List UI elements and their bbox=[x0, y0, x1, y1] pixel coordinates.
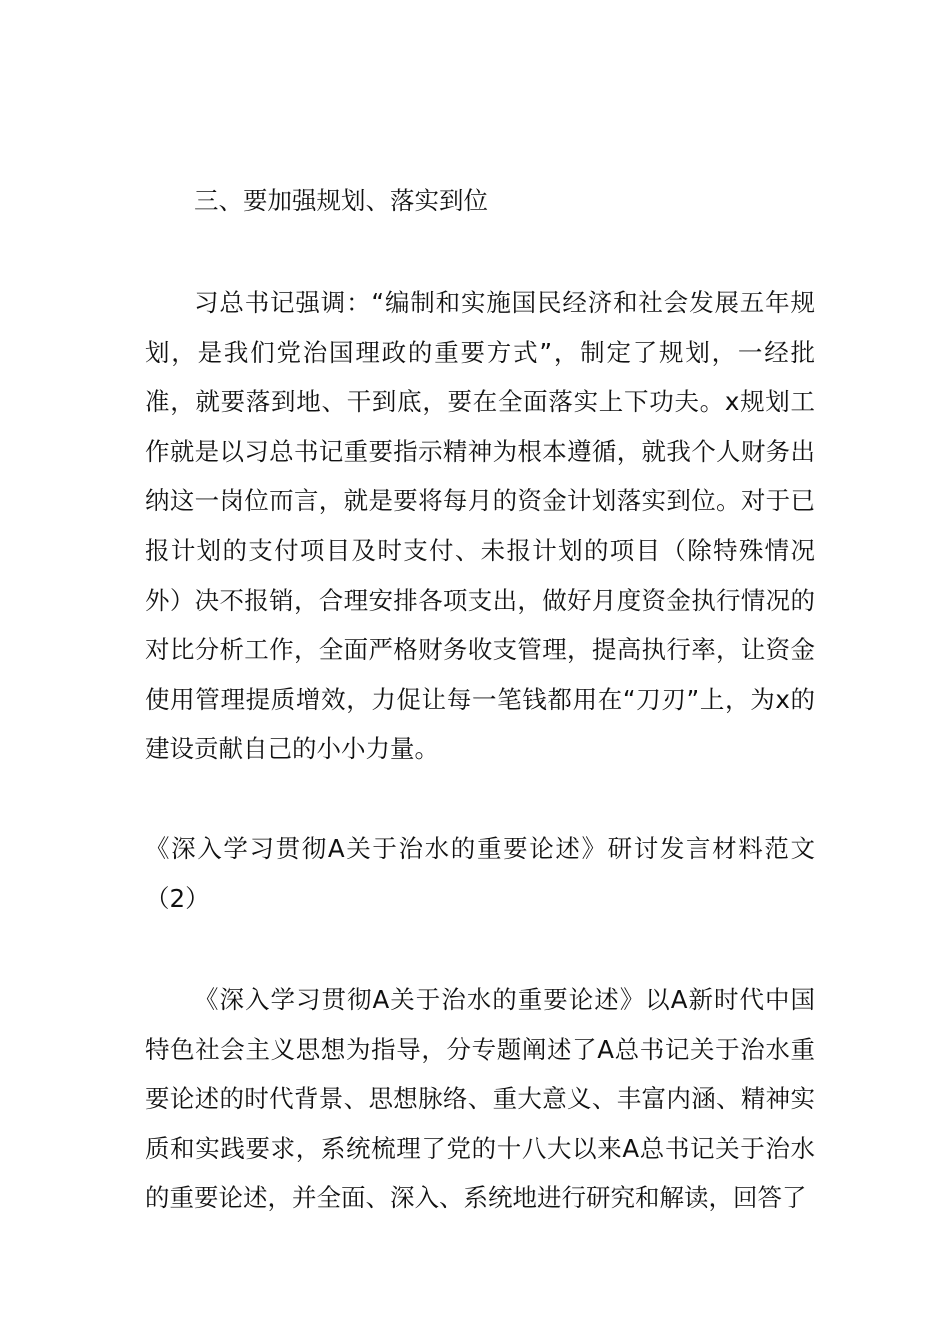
section-heading: 三、要加强规划、落实到位 bbox=[194, 186, 488, 215]
body-paragraph: 《深入学习贯彻A关于治水的重要论述》以A新时代中国特色社会主义思想为指导，分专题阐述了A总书记关于治水重要论述的时代背景、思想脉络、重大意义、丰富内涵、精神实质和实践要求，系统梳理了党的十八大以来A总书记关于治水的重要论述，并全面、深入、系统地进行研究和解读，回答了 bbox=[145, 985, 815, 1213]
body-paragraph: 习总书记强调：“编制和实施国民经济和社会发展五年规划，是我们党治国理政的重要方式”，制定了规划，一经批准，就要落到地、干到底，要在全面落实上下功夫。x规划工作就是以习总书记重要指示精神为根本遵循，就我个人财务出纳这一岗位而言，就是要将每月的资金计划落实到位。对于已报计划的支付项目及时支付、未报计划的项目（除特殊情况外）决不报销，合理安排各项支出，做好月度资金执行情况的对比分析工作，全面严格财务收支管理，提高执行率，让资金使用管理提质增效，力促让每一笔钱都用在“刀刃”上，为x的建设贡献自己的小小力量。 bbox=[145, 288, 815, 764]
article-title: 《深入学习贯彻A关于治水的重要论述》研讨发言材料范文（2） bbox=[145, 834, 815, 913]
